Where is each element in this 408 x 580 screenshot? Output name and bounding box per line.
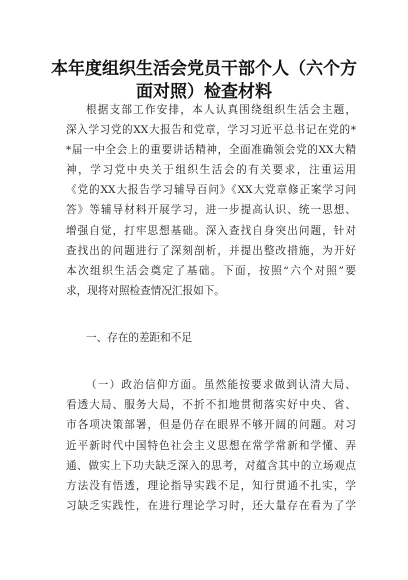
intro-paragraph-line: 本次组织生活会奠定了基础。下面，按照“六个对照”要: [66, 265, 356, 277]
subsection-paragraph-line: 市各项决策部署，但是仍存在眼界不够开阔的问题。对习: [66, 419, 356, 431]
document-title-line-2: 面对照）检查材料: [136, 82, 272, 102]
intro-paragraph-line: 根据支部工作安排，本人认真围绕组织生活会主题，: [86, 104, 356, 116]
subsection-paragraph-line: 看透大局、服务大局，不折不扣地贯彻落实好中央、省、: [66, 399, 356, 411]
intro-paragraph-line: 深入学习党的XX大报告和党章，学习习近平总书记在党的*: [66, 124, 356, 136]
subsection-paragraph-line: （一）政治信仰方面。虽然能按要求做到认清大局、: [86, 379, 356, 391]
intro-paragraph-line: 求，现将对照检查情况汇报如下。: [66, 285, 225, 297]
section-heading: 一、存在的差距和不足: [86, 332, 192, 344]
subsection-paragraph-line: 方法没有悟透，理论指导实践不足，知行贯通不扎实，学: [66, 480, 356, 492]
intro-paragraph-line: 答》等辅导材料开展学习，进一步提高认识、统一思想、: [66, 204, 356, 216]
intro-paragraph-line: 神，学习党中央关于组织生活会的有关要求，注重运用: [66, 164, 356, 176]
subsection-paragraph-line: 习缺乏实践性，在进行理论学习时，还大量存在看为了学: [66, 500, 356, 512]
intro-paragraph-line: 查找出的问题进行了深刻剖析，并提出整改措施，为开好: [66, 245, 356, 257]
document-title-line-1: 本年度组织生活会党员干部个人（六个方: [51, 59, 357, 79]
subsection-paragraph-line: 通、做实上下功夫缺乏深入的思考，对蕴含其中的立场观点: [66, 460, 356, 472]
intro-paragraph-line: *届一中全会上的重要讲话精神，全面准确领会党的XX大精: [66, 144, 356, 156]
intro-paragraph-line: 《党的XX大报告学习辅导百问》《XX大党章修正案学习问: [66, 184, 356, 196]
subsection-paragraph-line: 近平新时代中国特色社会主义思想在常学常新和学懂、弄: [66, 440, 356, 452]
intro-paragraph-line: 增强自觉，打牢思想基础。深入查找自身突出问题，针对: [66, 225, 356, 237]
